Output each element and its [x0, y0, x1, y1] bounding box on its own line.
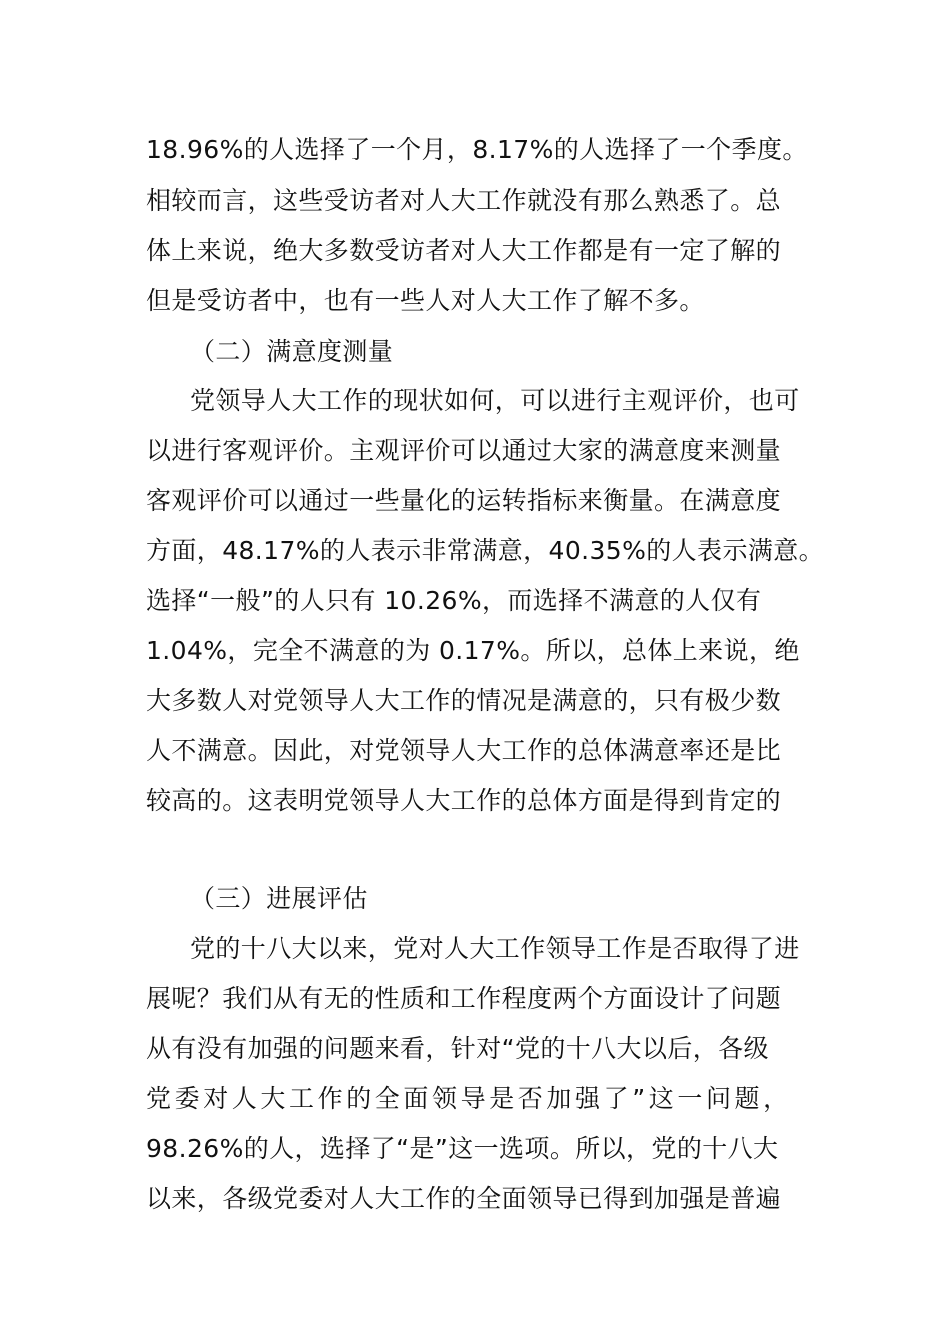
section-heading: （三）进展评估: [190, 884, 368, 913]
paragraph-line: 客观评价可以通过一些量化的运转指标来衡量。在满意度: [146, 486, 782, 515]
paragraph-line: 党的十八大以来，党对人大工作领导工作是否取得了进: [190, 934, 800, 963]
paragraph-line: 从有没有加强的问题来看，针对“党的十八大以后，各级: [146, 1034, 769, 1063]
paragraph-line: 党委对人大工作的全面领导是否加强了”这一问题，: [146, 1084, 792, 1113]
paragraph-line: 较高的。这表明党领导人大工作的总体方面是得到肯定的: [146, 786, 782, 815]
paragraph-line: 体上来说，绝大多数受访者对人大工作都是有一定了解的: [146, 236, 782, 265]
paragraph-line: 1.04%，完全不满意的为 0.17%。所以，总体上来说，绝: [146, 636, 800, 665]
paragraph-line: 方面，48.17%的人表示非常满意，40.35%的人表示满意。: [146, 536, 825, 565]
paragraph-line: 大多数人对党领导人大工作的情况是满意的，只有极少数: [146, 686, 782, 715]
paragraph-line: 98.26%的人，选择了“是”这一选项。所以，党的十八大: [146, 1134, 779, 1163]
paragraph-line: 选择“一般”的人只有 10.26%，而选择不满意的人仅有: [146, 586, 762, 615]
paragraph-line: 党领导人大工作的现状如何，可以进行主观评价，也可: [190, 386, 800, 415]
paragraph-line: 展呢？我们从有无的性质和工作程度两个方面设计了问题: [146, 984, 782, 1013]
paragraph-line: 18.96%的人选择了一个月，8.17%的人选择了一个季度。: [146, 135, 808, 164]
paragraph-line: 人不满意。因此，对党领导人大工作的总体满意率还是比: [146, 736, 782, 765]
section-heading: （二）满意度测量: [190, 337, 394, 366]
paragraph-line: 但是受访者中，也有一些人对人大工作了解不多。: [146, 286, 705, 315]
paragraph-line: 以来，各级党委对人大工作的全面领导已得到加强是普遍: [146, 1184, 782, 1213]
paragraph-line: 以进行客观评价。主观评价可以通过大家的满意度来测量: [146, 436, 782, 465]
paragraph-line: 相较而言，这些受访者对人大工作就没有那么熟悉了。总: [146, 186, 782, 215]
